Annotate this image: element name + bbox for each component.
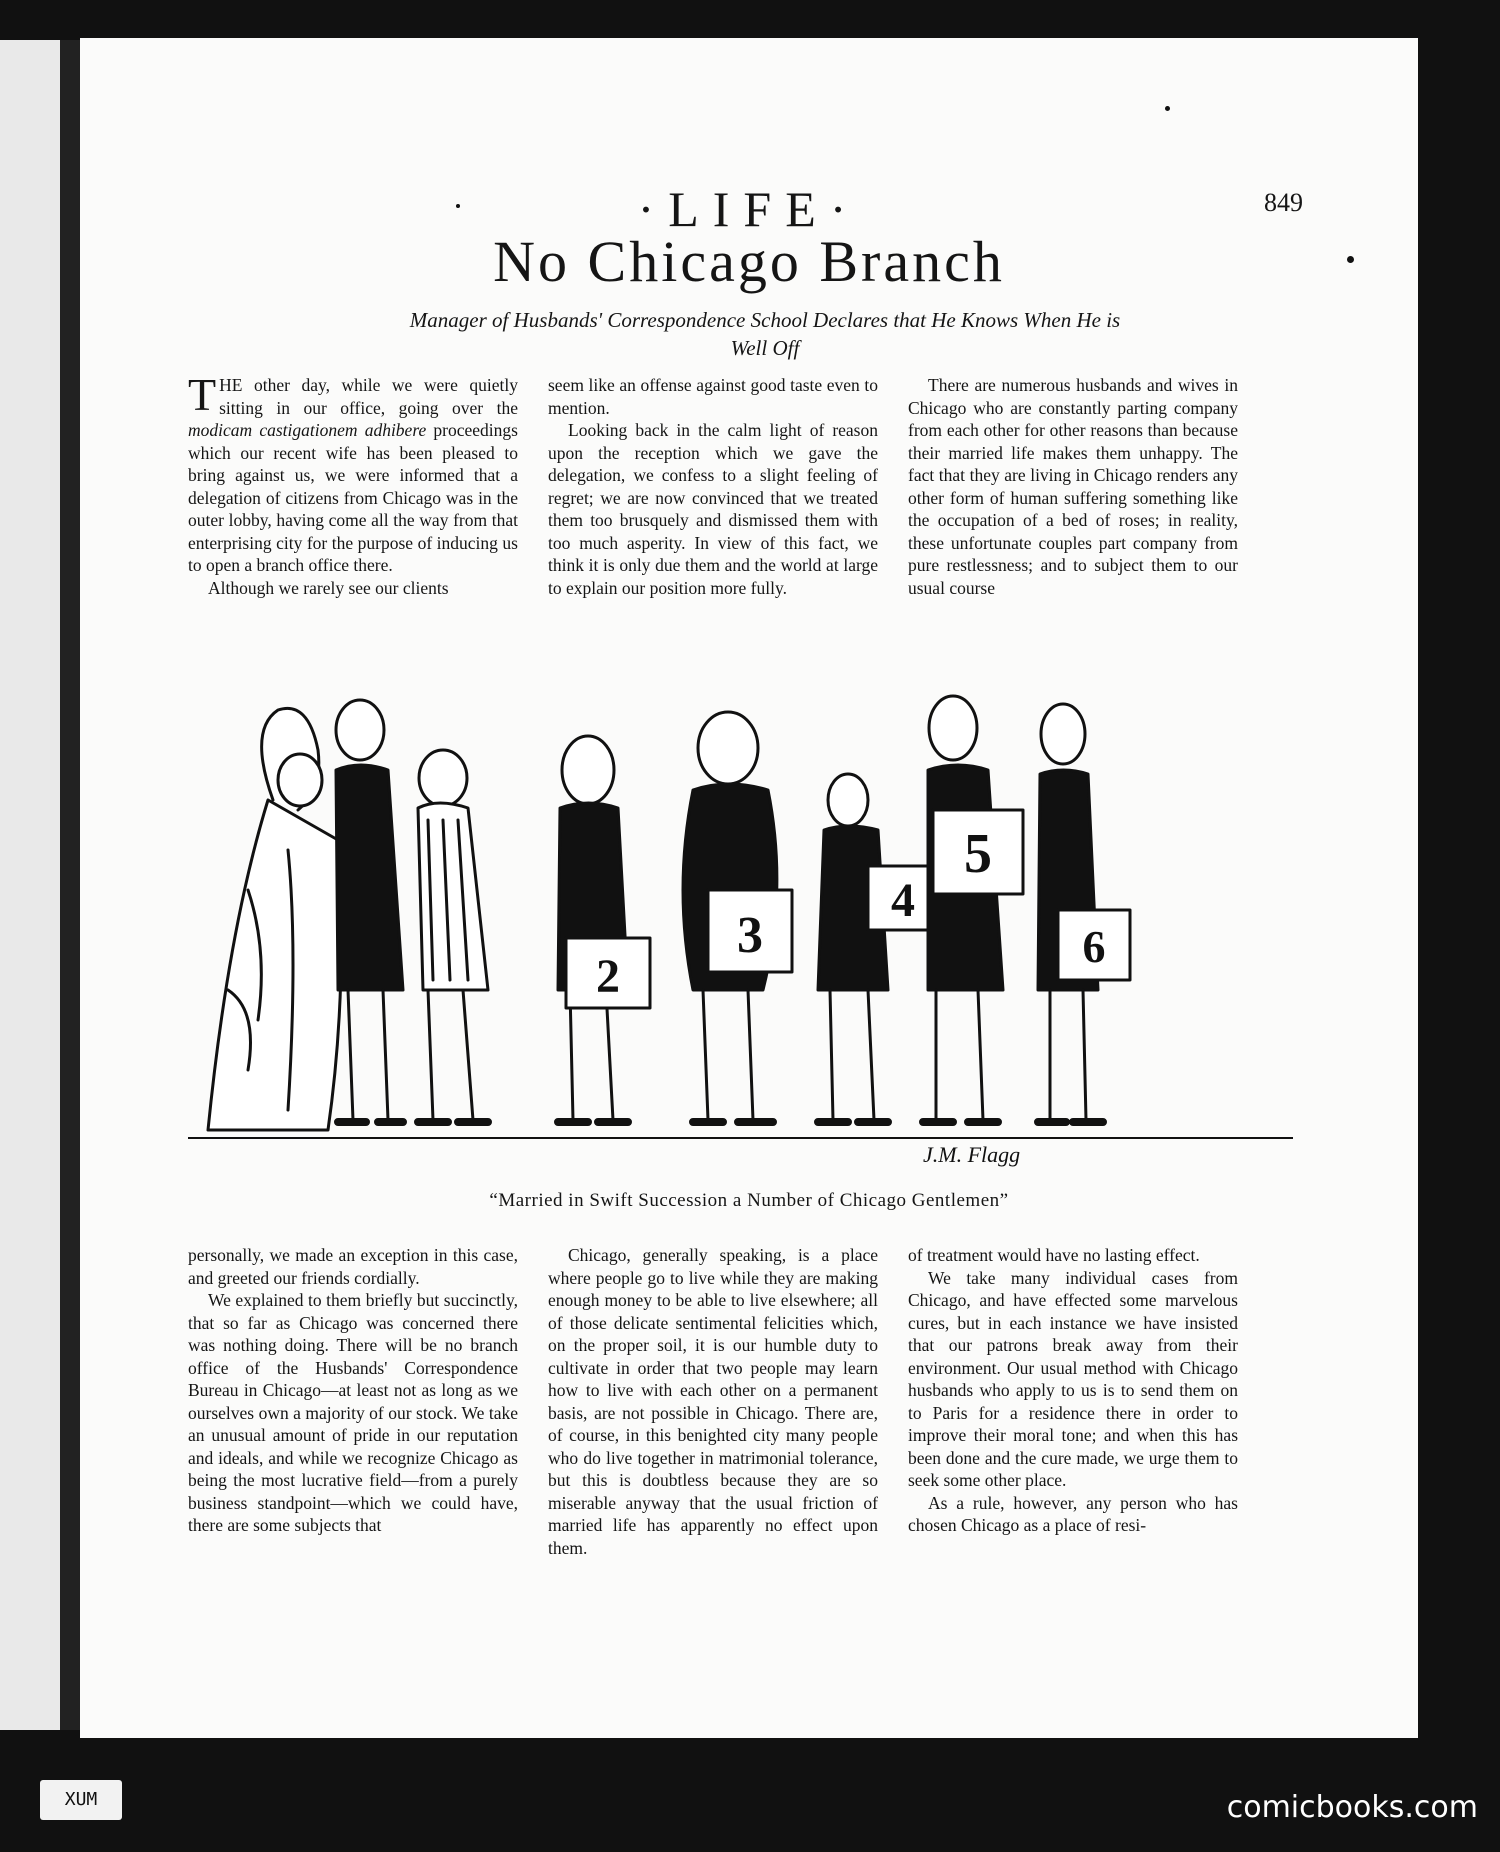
article-headline: No Chicago Branch (493, 229, 1005, 294)
scan-corner-stamp: XUM (40, 1780, 122, 1820)
magazine-page (80, 38, 1418, 1738)
bride-figure (208, 708, 341, 1130)
paragraph: personally, we made an exception in this case, and greeted our friends cordially. (188, 1245, 518, 1288)
text-column-bottom-2 (548, 1244, 878, 1559)
latin-phrase: modicam castigationem adhibere (188, 420, 427, 440)
paragraph: As a rule, however, any person who has chosen Chicago as a place of resi- (908, 1492, 1238, 1535)
article-subheadline: Manager of Husbands' Correspondence School Declares that He Knows When He is Well Off (409, 308, 1121, 360)
text-column-bottom-3 (908, 1244, 1238, 1537)
paragraph: Chicago, generally speaking, is a place where people go to live while they are making enough money to be able to live elsewhere; all of those delicate sentimental felicities which, on the proper soil, it is our humble duty to cultivate in order that two people may learn how to live with each other on a permanent basis, are not possible in Chicago. There are, of course, in this benighted city many people who do live together in matrimonial tolerance, but this is doubtless because they are so miserable anyway that the usual friction of married life has apparently no effect upon them. (548, 1245, 878, 1558)
minister-figure (336, 700, 403, 1122)
binding-spine (0, 40, 60, 1730)
illustration-caption: “Married in Swift Succession a Number of Chicago Gentlemen” (489, 1190, 1009, 1211)
suitor-2-figure (558, 736, 650, 1122)
suitor-5-figure (923, 696, 1023, 1122)
number-card-2: 2 (596, 950, 620, 1003)
paragraph: seem like an offense against good taste even to mention. (548, 375, 878, 418)
number-card-5: 5 (964, 823, 992, 885)
ink-speck (1165, 106, 1170, 111)
paragraph: Looking back in the calm light of reason upon the reception which we gave the delegation, we confess to a slight feeling of regret; we are now convinced that we treated them too brusquely and dismissed them with too much asperity. In view of this fact, we think it is only due them and the world at large to explain our position more fully. (548, 420, 878, 598)
drop-cap: T (188, 369, 217, 420)
masthead: ·LIFE· (637, 181, 861, 237)
page-number: 849 (1264, 188, 1303, 217)
paragraph: There are numerous husbands and wives in Chicago who are constantly parting company from each other for other reasons than because their married life makes them unhappy. The fact that they are living in Chicago renders any other form of human suffering something like the occupation of a bed of roses; in reality, these unfortunate couples part company from pure restlessness; and to subject them to our usual course (908, 375, 1238, 598)
text-column-top-2 (548, 374, 878, 599)
text-column-top-1 (188, 369, 518, 599)
paragraph: of treatment would have no lasting effect. (908, 1245, 1200, 1265)
paragraph: THE other day, while we were quietly sitting in our office, going over the modicam castigationem adhibere proceedings which our recent wife has been pleased to bring against us, we were informed that a delegation of citizens from Chicago was in the outer lobby, having come all the way from that enterprising city for the purpose of inducing us to open a branch office there. (188, 369, 518, 575)
artist-signature: J.M. Flagg (923, 1142, 1021, 1167)
suitor-6-figure (1038, 704, 1130, 1122)
binding-shadow (60, 40, 80, 1730)
source-watermark: comicbooks.com (1226, 1790, 1478, 1825)
number-card-4: 4 (891, 874, 915, 927)
paragraph: Although we rarely see our clients (208, 577, 449, 598)
number-card-6: 6 (1082, 921, 1106, 972)
paragraph: We explained to them briefly but succinctly, that so far as Chicago was concerned there was nothing doing. There will be no branch office of the Husbands' Correspondence Bureau in Chicago—at least not as long as we ourselves own a majority of our stock. We take an unusual amount of pride in our reputation and ideals, and while we recognize Chicago as being the most lucrative field—from a purely business standpoint—which we could have, there are some subjects that (188, 1290, 518, 1535)
text-column-bottom-1 (188, 1244, 518, 1537)
cartoon-illustration (188, 690, 1293, 1170)
groom-figure (418, 750, 488, 1122)
suitor-4-figure (818, 774, 938, 1122)
text-column-top-3 (908, 374, 1238, 599)
paragraph: We take many individual cases from Chicago, and have effected some marvelous cures, but in each instance we have insisted that our patrons break away from their environment. Our usual method with Chicago husbands who apply to us is to send them on to Paris for a residence there in order to improve their moral tone; and when this has been done and the cure made, we urge them to seek some other place. (908, 1267, 1238, 1490)
number-card-3: 3 (737, 907, 763, 964)
